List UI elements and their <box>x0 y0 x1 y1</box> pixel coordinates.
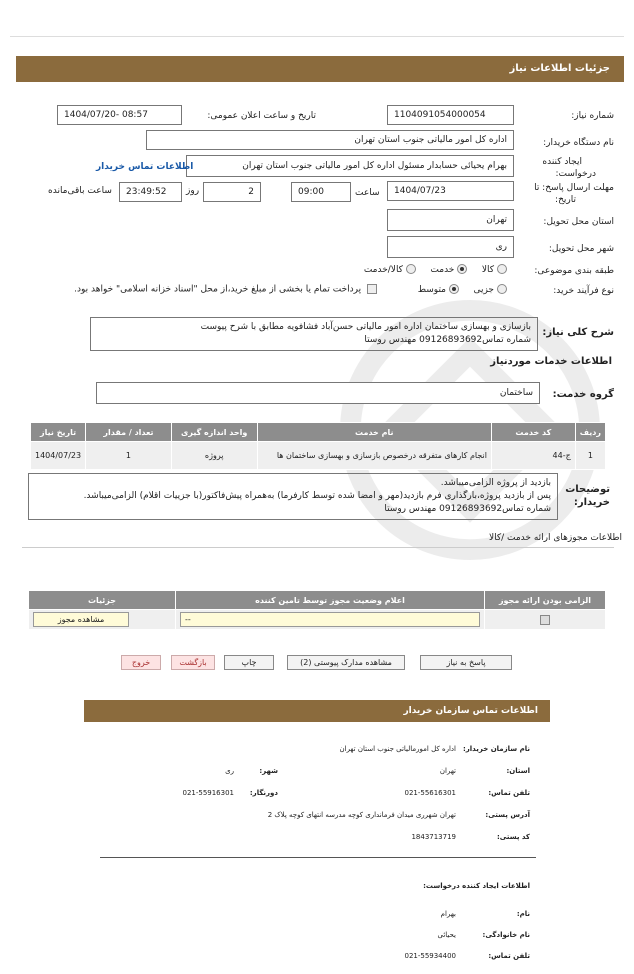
table-row <box>31 442 606 470</box>
creator-last: یحیائی <box>437 931 456 939</box>
contact-fax-label: دورنگار: <box>249 789 278 797</box>
summary-line-1: بازسازی و بهسازی ساختمان اداره امور مالیاتی حسن‌آباد فشافویه مطابق با شرح پیوست <box>200 322 531 332</box>
remaining-time-field: 23:49:52 <box>119 182 182 202</box>
creator-phone: 021-55934400 <box>404 952 456 960</box>
creator-field: بهرام یحیائی حسابدار مسئول اداره کل امور مالیاتی جنوب استان تهران <box>186 155 514 177</box>
reply-button[interactable]: پاسخ به نیاز <box>420 655 512 670</box>
province-label: استان محل تحویل: <box>543 217 614 227</box>
permits-table-header <box>29 591 606 610</box>
creator-last-label: نام خانوادگی: <box>482 931 530 939</box>
notes-label-2: خریدار: <box>573 497 610 508</box>
buyer-contact-link[interactable]: اطلاعات تماس خریدار <box>96 162 194 172</box>
category-radio-group <box>364 264 510 275</box>
services-title: اطلاعات خدمات موردنیاز <box>490 356 612 367</box>
contact-phone-label: تلفن تماس: <box>488 789 530 797</box>
city-label: شهر محل تحویل: <box>548 244 614 254</box>
cell-date: 1404/07/23 <box>31 442 86 470</box>
process-radio-minor[interactable]: جزیی <box>473 285 510 295</box>
service-group-label: گروه خدمت: <box>552 389 614 400</box>
col-required: الزامی بودن ارائه مجوز <box>485 591 606 610</box>
category-radio-service[interactable]: خدمت <box>430 265 470 275</box>
category-label: طبقه بندی موضوعی: <box>534 266 614 276</box>
cell-required <box>485 610 606 630</box>
creator-phone-label: تلفن تماس: <box>488 952 530 960</box>
col-status: اعلام وضعیت مجوز توسط تامین کننده <box>176 591 485 610</box>
payment-checkbox[interactable] <box>367 284 377 294</box>
notes-line-1: بازدید از پروژه الزامی‌میباشد. <box>440 478 551 488</box>
cell-qty: 1 <box>86 442 172 470</box>
creator-first: بهرام <box>440 910 456 918</box>
required-checkbox <box>540 615 550 625</box>
creator-first-label: نام: <box>516 910 530 918</box>
exit-button[interactable]: خروج <box>121 655 161 670</box>
service-group-field: ساختمان <box>96 382 540 404</box>
need-number-field: 1104091054000054 <box>387 105 514 125</box>
contact-city-label: شهر: <box>259 767 278 775</box>
contact-province-label: استان: <box>506 767 530 775</box>
cell-unit: پروژه <box>171 442 257 470</box>
cell-row: 1 <box>575 442 605 470</box>
contact-province: تهران <box>439 767 456 775</box>
cell-name: انجام کارهای متفرقه درخصوص بازسازی و بهسازی ساختمان ها <box>257 442 491 470</box>
permits-title: اطلاعات مجوزهای ارائه خدمت /کالا <box>488 533 622 543</box>
deadline-label-1: مهلت ارسال پاسخ: تا <box>534 183 614 193</box>
category-radio-goods[interactable]: کالا <box>482 265 510 275</box>
contact-org: اداره کل امورمالیاتی جنوب استان تهران <box>339 745 456 753</box>
process-label: نوع فرآیند خرید: <box>553 286 614 296</box>
col-row: ردیف <box>575 423 605 442</box>
contact-address-label: آدرس پستی: <box>485 811 530 819</box>
page-header: جزئیات اطلاعات نیاز <box>16 56 624 82</box>
notes-box <box>28 473 558 520</box>
deadline-label-2: تاریخ: <box>555 195 576 205</box>
status-field[interactable]: -- <box>180 612 480 627</box>
buyer-org-label: نام دستگاه خریدار: <box>543 138 614 148</box>
deadline-time-field: 09:00 <box>291 182 351 202</box>
creator-label-1: ایجاد کننده <box>542 157 582 167</box>
announce-label: تاریخ و ساعت اعلان عمومی: <box>207 111 316 121</box>
province-field: تهران <box>387 209 514 231</box>
contact-divider <box>100 857 536 858</box>
contact-postal: 1843713719 <box>411 833 456 841</box>
contact-phone: 021-55616301 <box>404 789 456 797</box>
summary-label: شرح کلی نیاز: <box>542 327 614 338</box>
col-code: کد خدمت <box>491 423 575 442</box>
table-row <box>29 610 606 630</box>
deadline-date-field: 1404/07/23 <box>387 181 514 201</box>
view-permit-button[interactable]: مشاهده مجوز <box>33 612 129 627</box>
summary-box <box>90 317 538 351</box>
cell-details <box>29 610 176 630</box>
day-count-field: 2 <box>203 182 261 202</box>
payment-note: پرداخت تمام یا بخشی از مبلغ خرید،از محل "اسناد خزانه اسلامی" خواهد بود. <box>74 284 362 295</box>
col-qty: تعداد / مقدار <box>86 423 172 442</box>
summary-line-2: شماره تماس09126893692 مهندس روستا <box>364 335 531 345</box>
creator-label-2: درخواست: <box>555 169 596 179</box>
services-table-header <box>31 423 606 442</box>
contact-header: اطلاعات تماس سازمان خریدار <box>84 700 550 722</box>
process-radio-group <box>418 284 510 295</box>
print-button[interactable]: چاپ <box>224 655 274 670</box>
creator-info-title: اطلاعات ایجاد کننده درخواست: <box>423 882 530 890</box>
category-radio-goods-service[interactable]: کالا/خدمت <box>364 265 419 275</box>
col-name: نام خدمت <box>257 423 491 442</box>
services-table <box>30 422 606 470</box>
attachments-button[interactable]: مشاهده مدارک پیوستی (2) <box>287 655 405 670</box>
col-details: جزئیات <box>29 591 176 610</box>
col-unit: واحد اندازه گیری <box>171 423 257 442</box>
permits-table <box>28 590 606 630</box>
announce-field: 1404/07/20- 08:57 <box>57 105 182 125</box>
contact-address: تهران شهرری میدان فرمانداری کوچه مدرسه انتهای کوچه پلاک 2 <box>267 811 456 819</box>
top-divider <box>10 36 624 37</box>
contact-fax: 021-55916301 <box>182 789 234 797</box>
payment-checkbox-row[interactable] <box>74 284 380 295</box>
cell-code: ج-44 <box>491 442 575 470</box>
notes-label-1: توضیحات <box>565 484 610 495</box>
buyer-org-field: اداره کل امور مالیاتی جنوب استان تهران <box>146 130 514 150</box>
contact-org-label: نام سازمان خریدار: <box>462 745 530 753</box>
notes-line-3: شماره تماس09126893692 مهندس روستا <box>384 504 551 514</box>
contact-city: ری <box>225 767 234 775</box>
col-date: تاریخ نیاز <box>31 423 86 442</box>
time-label: ساعت <box>355 188 380 198</box>
process-radio-medium[interactable]: متوسط <box>418 285 462 295</box>
notes-line-2: پس از بازدید پروژه،بارگذاری فرم بازدید(مهر و امضا شده توسط کارفرما) به‌همراه پیش‌فاکتور(با جزییات اقلام) الزامی‌میباشد. <box>83 491 551 501</box>
cell-status <box>176 610 485 630</box>
remaining-label: ساعت باقی‌مانده <box>48 186 112 196</box>
city-field: ری <box>387 236 514 258</box>
need-number-label: شماره نیاز: <box>571 111 614 121</box>
permits-divider <box>22 547 614 548</box>
day-label: روز <box>186 186 200 196</box>
contact-postal-label: کد پستی: <box>496 833 530 841</box>
back-button[interactable]: بازگشت <box>171 655 215 670</box>
